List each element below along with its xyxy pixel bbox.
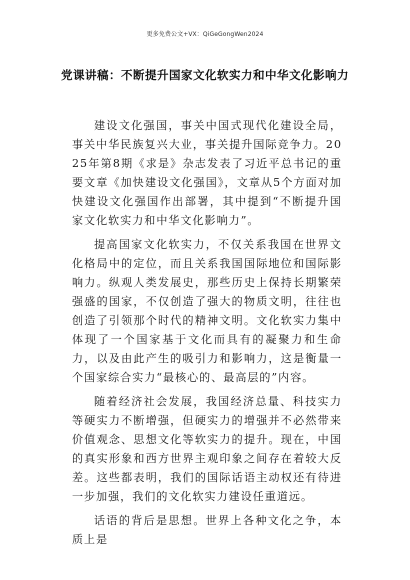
document-title: 党课讲稿：不断提升国家文化软实力和中华文化影响力	[61, 68, 349, 82]
paragraph: 提高国家文化软实力，不仅关系我国在世界文化格局中的定位，而且关系我国国际地位和国际影响力。纵观人类发展史，那些历史上保持长期繁荣强盛的国家，不仅创造了强大的物质文明，往往也创造了引领那个时代的精神文明。文化软实力集中体现了一个国家基于文化而具有的凝聚力和生命力，以及由此产生的吸引力和影响力，这是衡量一个国家综合实力“最核心的、最高层的”内容。	[72, 238, 342, 384]
paragraph: 建设文化强国，事关中国式现代化建设全局，事关中华民族复兴大业，事关提升国际竞争力。2025年第8期《求是》杂志发表了习近平总书记的重要文章《加快建设文化强国》，文章从5个方面对加快建设文化强国作出部署，其中提到“不断提升国家文化软实力和中华文化影响力”。	[72, 119, 342, 227]
header-note: 更多免费公文+VX：QiGeGongWen2024	[146, 31, 264, 38]
paragraph: 随着经济社会发展，我国经济总量、科技实力等硬实力不断增强，但硬实力的增强并不必然带来价值观念、思想文化等软实力的提升。现在，中国的真实形象和西方世界主观印象之间存在着较大反差。这些都表明，我们的国际话语主动权还有待进一步加强，我们的文化软实力建设任重道远。	[72, 395, 342, 503]
paragraph: 话语的背后是思想。世界上各种文化之争，本质上是	[72, 514, 342, 546]
document-body	[72, 116, 342, 554]
